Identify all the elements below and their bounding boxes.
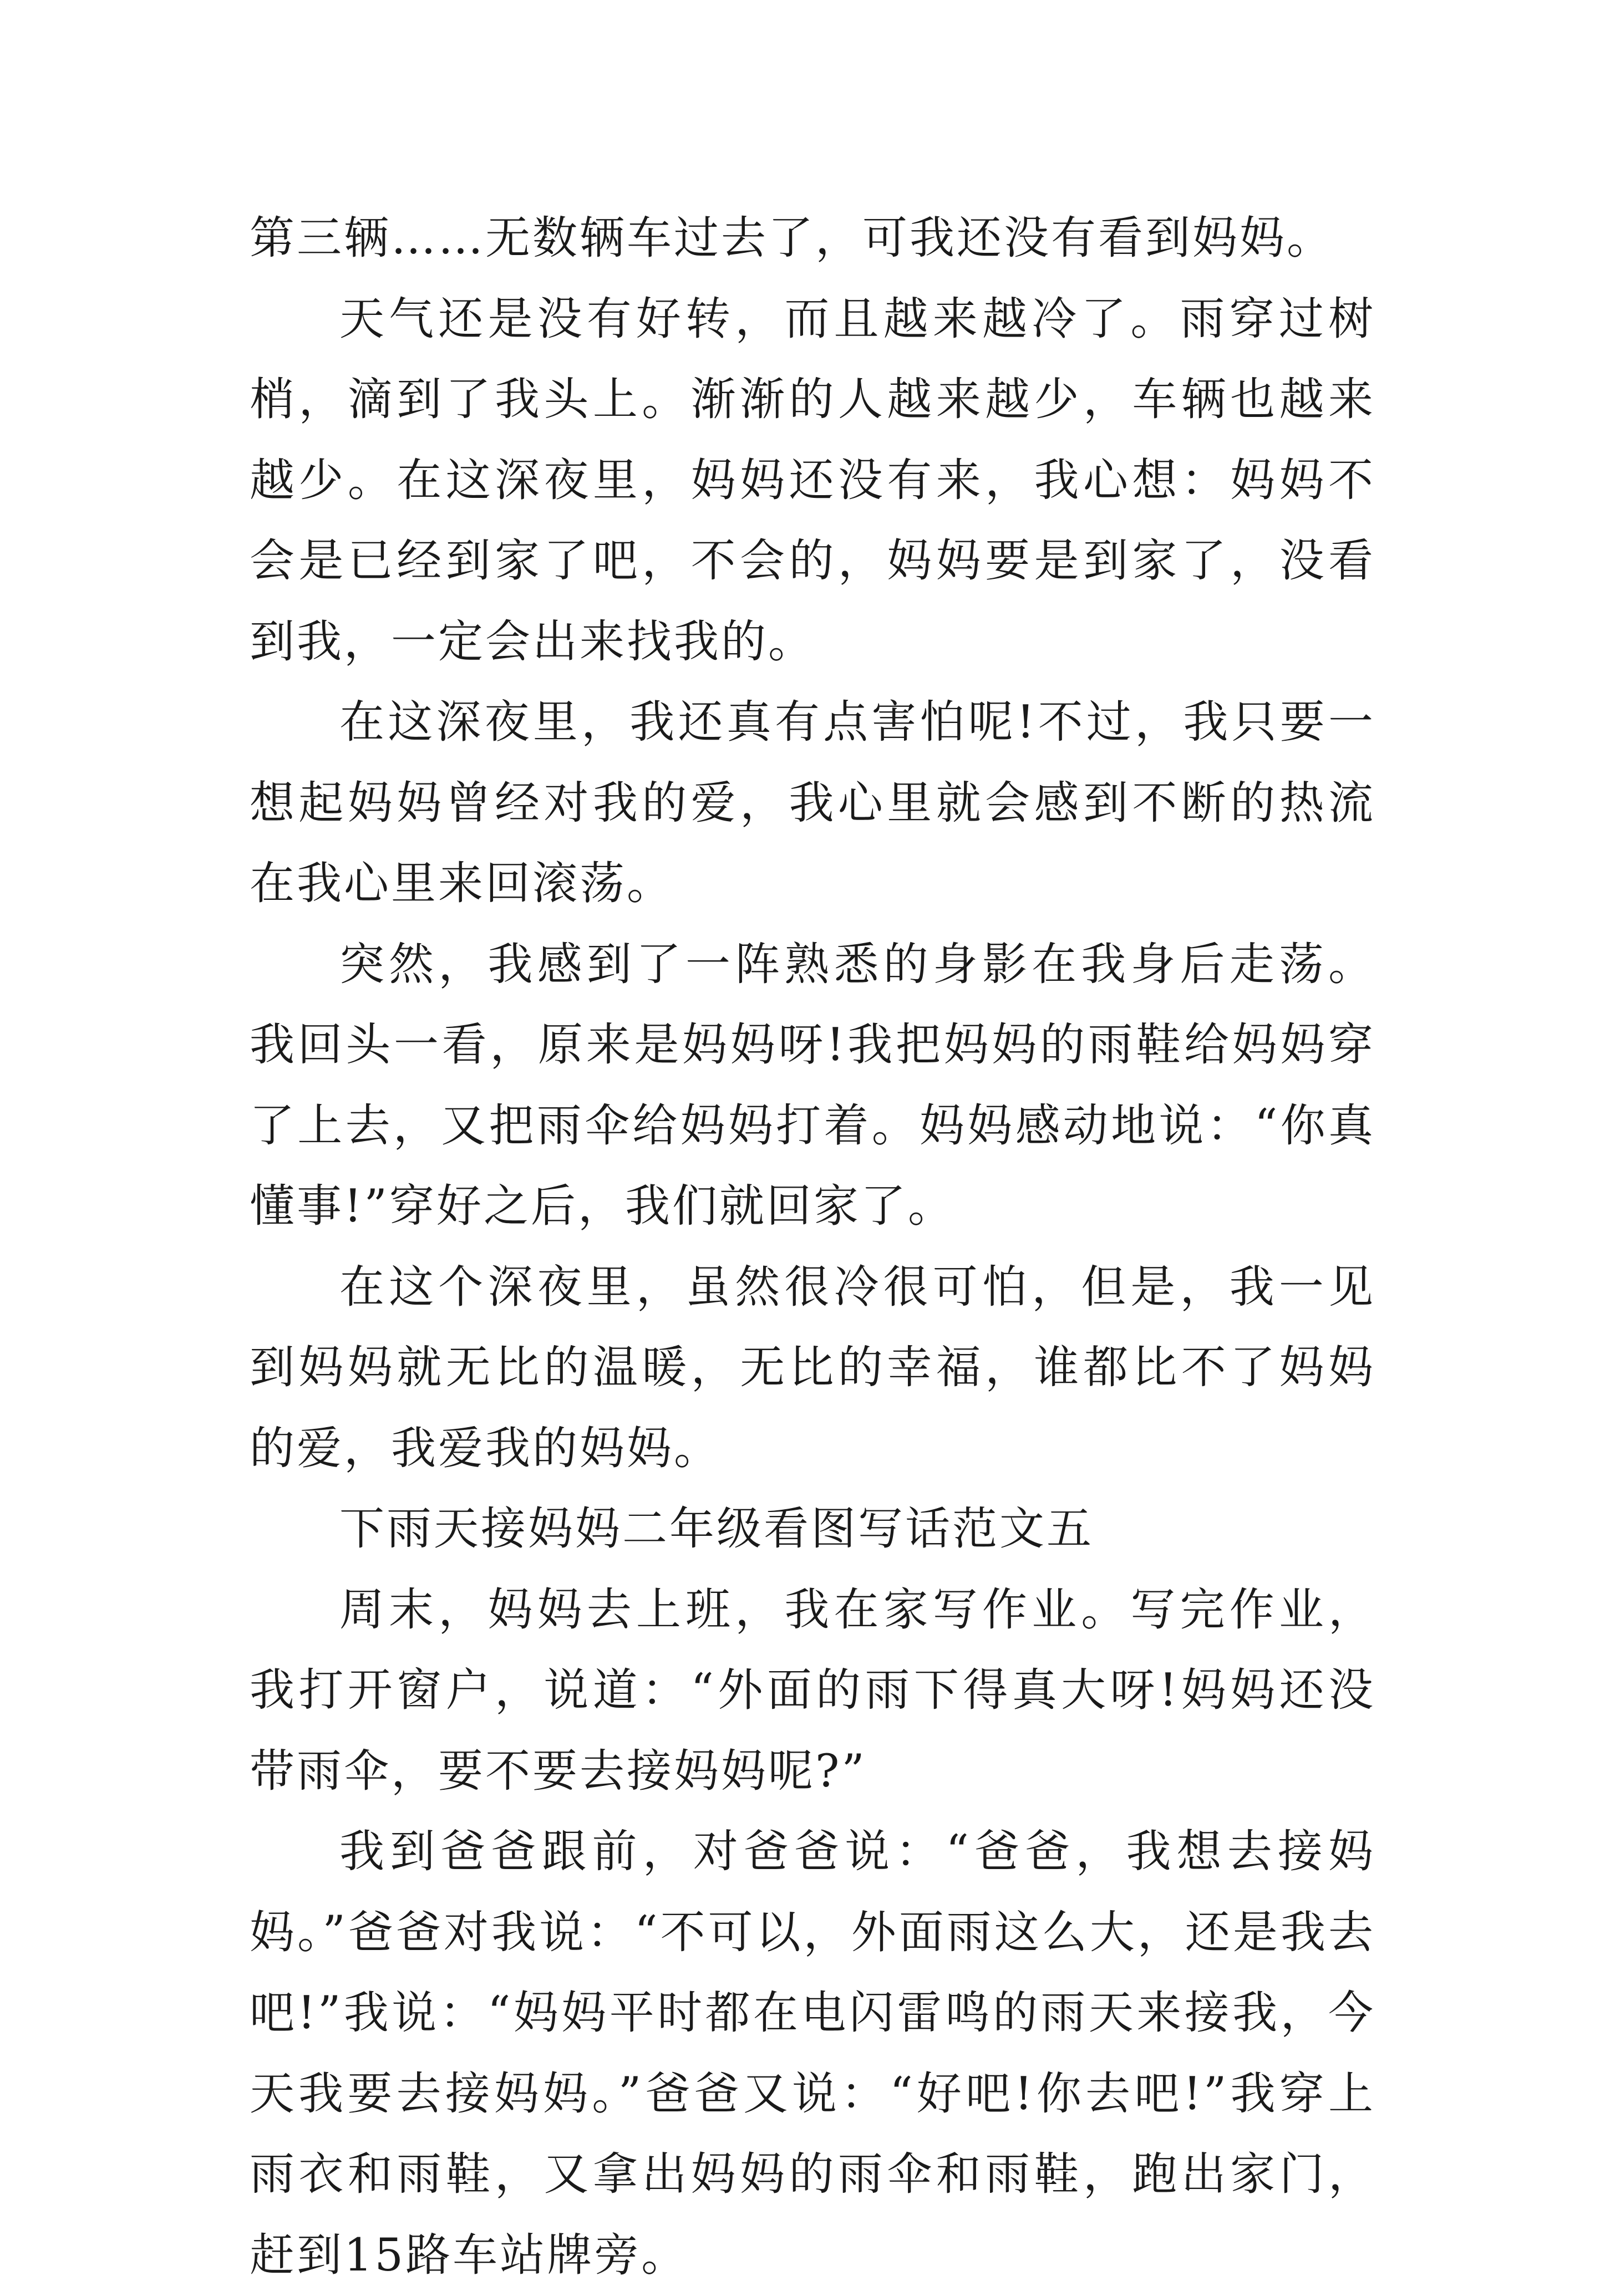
paragraph-1: 第三辆……无数辆车过去了，可我还没有看到妈妈。 — [250, 212, 1334, 264]
section-heading: 下雨天接妈妈二年级看图写话范文五 — [339, 1503, 1094, 1555]
paragraph-3: 在这深夜里，我还真有点害怕呢!不过，我只要一想起妈妈曾经对我的爱，我心里就会感到不断的热流在我心里来回滚荡。 — [250, 696, 1375, 910]
paragraph-2: 天气还是没有好转，而且越来越冷了。雨穿过树梢，滴到了我头上。渐渐的人越来越少，车辆也越来越少。在这深夜里，妈妈还没有来，我心想：妈妈不会是已经到家了吧，不会的，妈妈要是到家了，没看到我，一定会出来找我的。 — [250, 293, 1375, 668]
paragraph-4: 突然，我感到了一阵熟悉的身影在我身后走荡。我回头一看，原来是妈妈呀!我把妈妈的雨鞋给妈妈穿了上去，又把雨伞给妈妈打着。妈妈感动地说：“你真懂事!”穿好之后，我们就回家了。 — [250, 938, 1375, 1233]
paragraph-6: 周末，妈妈去上班，我在家写作业。写完作业，我打开窗户，说道：“外面的雨下得真大呀!妈妈还没带雨伞，要不要去接妈妈呢?” — [250, 1584, 1375, 1798]
paragraph-7: 我到爸爸跟前，对爸爸说：“爸爸，我想去接妈妈。”爸爸对我说：“不可以，外面雨这么大，还是我去吧!”我说：“妈妈平时都在电闪雷鸣的雨天来接我，今天我要去接妈妈。”爸爸又说：“好吧!你去吧!”我穿上雨衣和雨鞋，又拿出妈妈的雨伞和雨鞋，跑出家门，赶到15路车站牌旁。 — [250, 1826, 1375, 2282]
document-body — [250, 198, 1375, 2296]
paragraph-5: 在这个深夜里，虽然很冷很可怕，但是，我一见到妈妈就无比的温暖，无比的幸福，谁都比不了妈妈的爱，我爱我的妈妈。 — [250, 1261, 1375, 1475]
